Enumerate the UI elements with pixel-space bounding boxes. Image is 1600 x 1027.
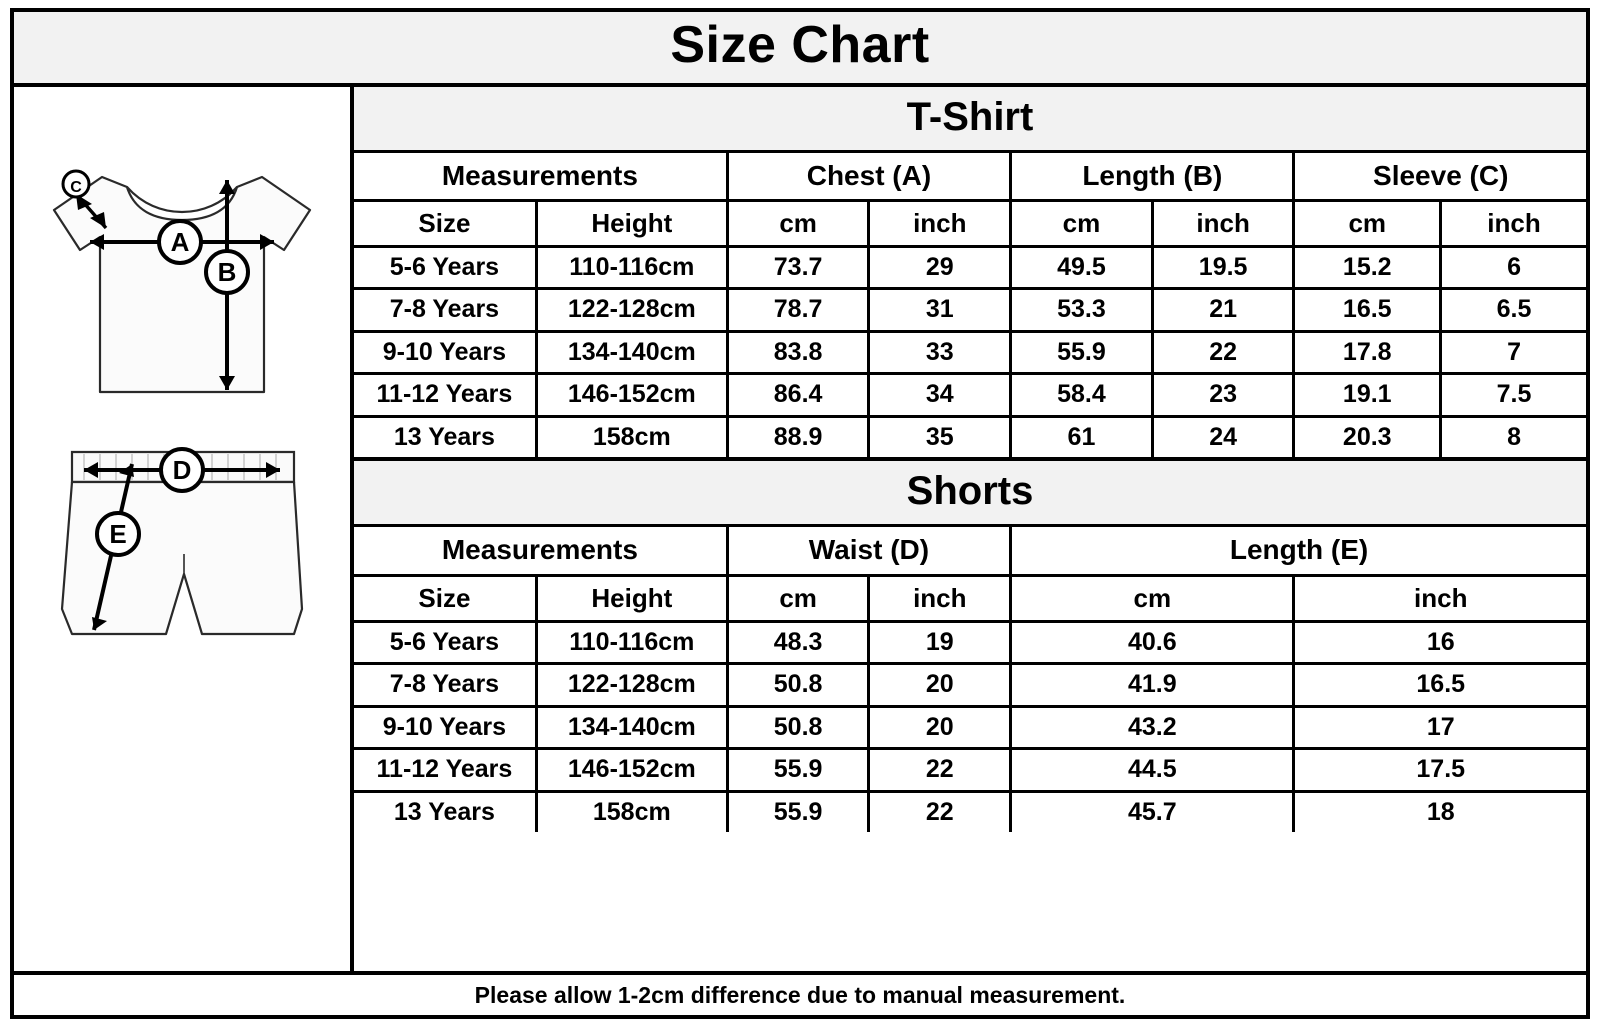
cell: 15.2	[1294, 246, 1441, 289]
cell: 83.8	[727, 331, 869, 374]
cell: 122-128cm	[536, 289, 727, 332]
cell: 17.5	[1294, 749, 1586, 792]
cell: 29	[869, 246, 1011, 289]
cell: 110-116cm	[536, 621, 727, 664]
table-row	[354, 791, 1586, 832]
shorts-group-measurements: Measurements	[354, 527, 727, 575]
cell: 11-12 Years	[354, 374, 536, 417]
shorts-diagram	[32, 434, 332, 684]
cell: 19.5	[1152, 246, 1294, 289]
cell: 13 Years	[354, 791, 536, 832]
cell: 44.5	[1011, 749, 1294, 792]
cell: 20.3	[1294, 416, 1441, 457]
shorts-group-waist: Waist (D)	[727, 527, 1010, 575]
cell: 9-10 Years	[354, 331, 536, 374]
page-title-text: Size Chart	[670, 16, 930, 74]
cell: 88.9	[727, 416, 869, 457]
cell: 134-140cm	[536, 706, 727, 749]
cell: 158cm	[536, 416, 727, 457]
cell: 24	[1152, 416, 1294, 457]
tshirt-col-height: Height	[536, 201, 727, 247]
tshirt-group-chest: Chest (A)	[727, 153, 1010, 201]
cell: 13 Years	[354, 416, 536, 457]
table-row	[354, 331, 1586, 374]
tshirt-group-sleeve: Sleeve (C)	[1294, 153, 1586, 201]
cell: 48.3	[727, 621, 869, 664]
cell: 23	[1152, 374, 1294, 417]
cell: 49.5	[1011, 246, 1153, 289]
cell: 78.7	[727, 289, 869, 332]
cell: 55.9	[727, 749, 869, 792]
svg-text:C: C	[70, 178, 82, 196]
cell: 5-6 Years	[354, 621, 536, 664]
cell: 61	[1011, 416, 1153, 457]
cell: 20	[869, 664, 1011, 707]
table-row	[354, 289, 1586, 332]
table-row	[354, 664, 1586, 707]
table-row	[354, 416, 1586, 457]
garment-illustrations	[14, 87, 354, 971]
svg-text:B: B	[217, 256, 237, 287]
table-row	[354, 374, 1586, 417]
cell: 43.2	[1011, 706, 1294, 749]
cell: 31	[869, 289, 1011, 332]
tshirt-col-size: Size	[354, 201, 536, 247]
cell: 146-152cm	[536, 749, 727, 792]
table-row	[354, 749, 1586, 792]
cell: 33	[869, 331, 1011, 374]
cell: 16.5	[1294, 664, 1586, 707]
cell: 58.4	[1011, 374, 1153, 417]
cell: 41.9	[1011, 664, 1294, 707]
cell: 45.7	[1011, 791, 1294, 832]
cell: 134-140cm	[536, 331, 727, 374]
cell: 5-6 Years	[354, 246, 536, 289]
cell: 20	[869, 706, 1011, 749]
tshirt-heading: T-Shirt	[354, 87, 1586, 153]
size-chart-frame	[10, 8, 1590, 1019]
tshirt-group-header-row	[354, 153, 1586, 201]
cell: 50.8	[727, 706, 869, 749]
shorts-group-length: Length (E)	[1011, 527, 1586, 575]
cell: 16	[1294, 621, 1586, 664]
cell: 22	[869, 749, 1011, 792]
cell: 6	[1441, 246, 1586, 289]
cell: 55.9	[1011, 331, 1153, 374]
tshirt-col-sleeve-inch: inch	[1441, 201, 1586, 247]
page-title	[14, 12, 1586, 87]
cell: 8	[1441, 416, 1586, 457]
tshirt-table	[354, 153, 1586, 458]
cell: 9-10 Years	[354, 706, 536, 749]
tshirt-section	[354, 87, 1586, 458]
cell: 55.9	[727, 791, 869, 832]
cell: 18	[1294, 791, 1586, 832]
svg-text:A: A	[170, 226, 190, 257]
table-row	[354, 706, 1586, 749]
cell: 86.4	[727, 374, 869, 417]
tshirt-group-measurements: Measurements	[354, 153, 727, 201]
table-row	[354, 621, 1586, 664]
cell: 34	[869, 374, 1011, 417]
cell: 7-8 Years	[354, 289, 536, 332]
tables-column	[354, 87, 1586, 971]
cell: 53.3	[1011, 289, 1153, 332]
cell: 40.6	[1011, 621, 1294, 664]
cell: 146-152cm	[536, 374, 727, 417]
shorts-col-waist-cm: cm	[727, 576, 869, 622]
tshirt-col-length-inch: inch	[1152, 201, 1294, 247]
cell: 19.1	[1294, 374, 1441, 417]
shorts-col-length-inch: inch	[1294, 576, 1586, 622]
cell: 7-8 Years	[354, 664, 536, 707]
cell: 50.8	[727, 664, 869, 707]
cell: 19	[869, 621, 1011, 664]
cell: 7.5	[1441, 374, 1586, 417]
shorts-heading: Shorts	[354, 461, 1586, 527]
cell: 122-128cm	[536, 664, 727, 707]
tshirt-col-chest-cm: cm	[727, 201, 869, 247]
tshirt-col-length-cm: cm	[1011, 201, 1153, 247]
shorts-section	[354, 457, 1586, 832]
cell: 73.7	[727, 246, 869, 289]
chart-body	[14, 87, 1586, 975]
tshirt-diagram	[32, 142, 332, 422]
shorts-table	[354, 527, 1586, 832]
cell: 35	[869, 416, 1011, 457]
tshirt-group-length: Length (B)	[1011, 153, 1294, 201]
cell: 22	[1152, 331, 1294, 374]
cell: 110-116cm	[536, 246, 727, 289]
shorts-group-header-row	[354, 527, 1586, 575]
cell: 21	[1152, 289, 1294, 332]
shorts-col-height: Height	[536, 576, 727, 622]
svg-text:E: E	[109, 518, 127, 549]
shorts-col-length-cm: cm	[1011, 576, 1294, 622]
tshirt-col-chest-inch: inch	[869, 201, 1011, 247]
cell: 6.5	[1441, 289, 1586, 332]
cell: 17	[1294, 706, 1586, 749]
svg-text:D: D	[172, 454, 192, 485]
tshirt-col-sleeve-cm: cm	[1294, 201, 1441, 247]
cell: 16.5	[1294, 289, 1441, 332]
shorts-sub-header-row	[354, 576, 1586, 622]
cell: 158cm	[536, 791, 727, 832]
shorts-col-waist-inch: inch	[869, 576, 1011, 622]
tshirt-sub-header-row	[354, 201, 1586, 247]
cell: 17.8	[1294, 331, 1441, 374]
cell: 7	[1441, 331, 1586, 374]
table-row	[354, 246, 1586, 289]
shorts-col-size: Size	[354, 576, 536, 622]
cell: 22	[869, 791, 1011, 832]
footer-note: Please allow 1-2cm difference due to manual measurement.	[14, 975, 1586, 1015]
cell: 11-12 Years	[354, 749, 536, 792]
